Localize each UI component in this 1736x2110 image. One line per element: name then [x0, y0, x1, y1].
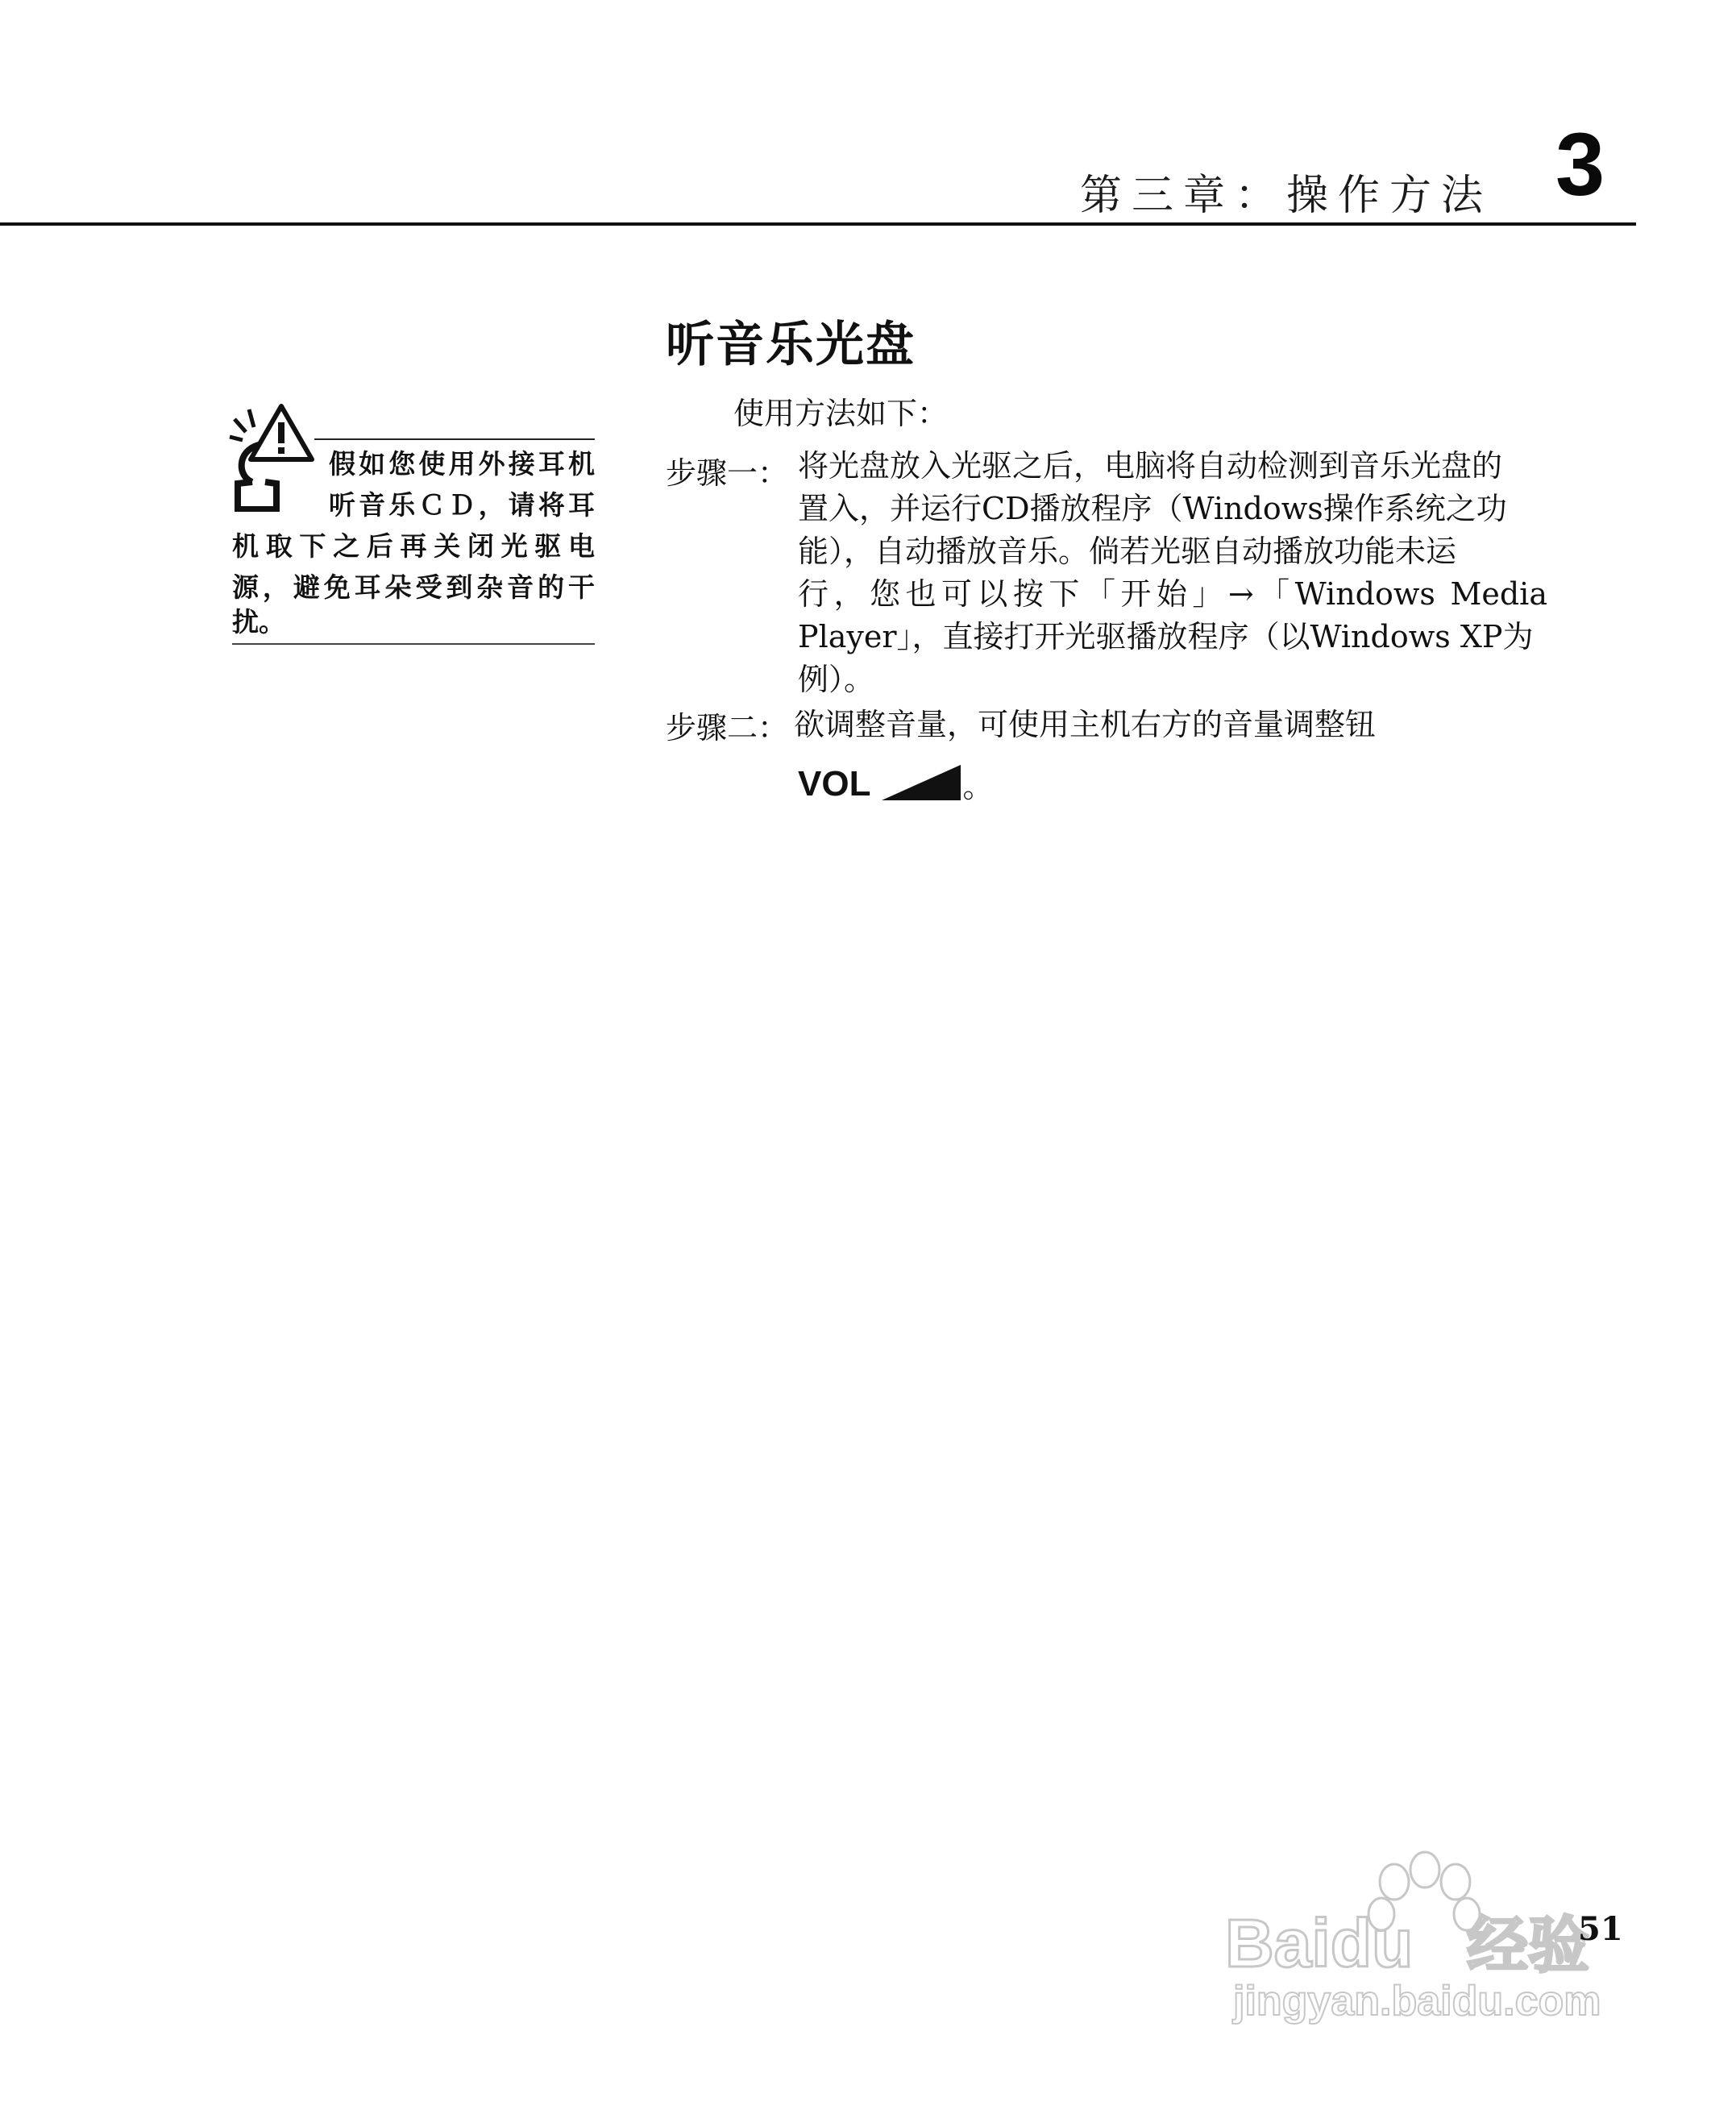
- step-1-label: 步骤一：: [666, 455, 789, 491]
- volume-button-reference: [798, 754, 993, 802]
- step-1-line: 置入，并运行CD播放程序（Windows操作系统之功: [798, 491, 1507, 526]
- step-2-body: 欲调整音量，可使用主机右方的音量调整钮: [794, 707, 1377, 742]
- step-2-label: 步骤二：: [666, 710, 789, 746]
- note-line: 扰。: [232, 606, 285, 638]
- watermark-url: jingyan.baidu.com: [1233, 1978, 1601, 2025]
- note-bottom-rule: [232, 643, 595, 645]
- note-top-rule: [314, 438, 595, 440]
- chapter-title: 第三章：操作方法: [1079, 172, 1493, 220]
- header-rule: [0, 222, 1636, 226]
- caution-figure-icon: [228, 403, 318, 512]
- vol-label: VOL: [798, 764, 871, 804]
- watermark-brand: Baidu: [1225, 1905, 1414, 1981]
- watermark-brand-cn: 经验: [1467, 1909, 1589, 1981]
- step-1-body: [798, 445, 1547, 701]
- note-line: 听音乐ＣＤ，请将耳: [329, 489, 595, 521]
- step-1-line: 行，您也可以按下「开始」→「Windows Media: [798, 576, 1547, 612]
- note-line: 源，避免耳朵受到杂音的干: [232, 571, 595, 603]
- section-heading: 听音乐光盘: [666, 317, 916, 373]
- step-1-line: Player」，直接打开光驱播放程序（以Windows XP为: [798, 619, 1534, 654]
- step-1-line: 例）。: [798, 662, 875, 697]
- baidu-jingyan-watermark: [1209, 1846, 1628, 2031]
- page-number: 51: [1578, 1910, 1623, 1948]
- volume-wedge-icon: [882, 765, 961, 800]
- intro-text: 使用方法如下：: [733, 396, 949, 431]
- note-line: 机取下之后再关闭光驱电: [232, 530, 595, 562]
- chapter-number: 3: [1555, 115, 1605, 214]
- vol-suffix: 。: [962, 769, 994, 804]
- step-1-line: 将光盘放入光驱之后，电脑将自动检测到音乐光盘的: [798, 448, 1503, 484]
- note-line: 假如您使用外接耳机: [329, 448, 595, 480]
- step-1-line: 能），自动播放音乐。倘若光驱自动播放功能未运: [798, 534, 1457, 569]
